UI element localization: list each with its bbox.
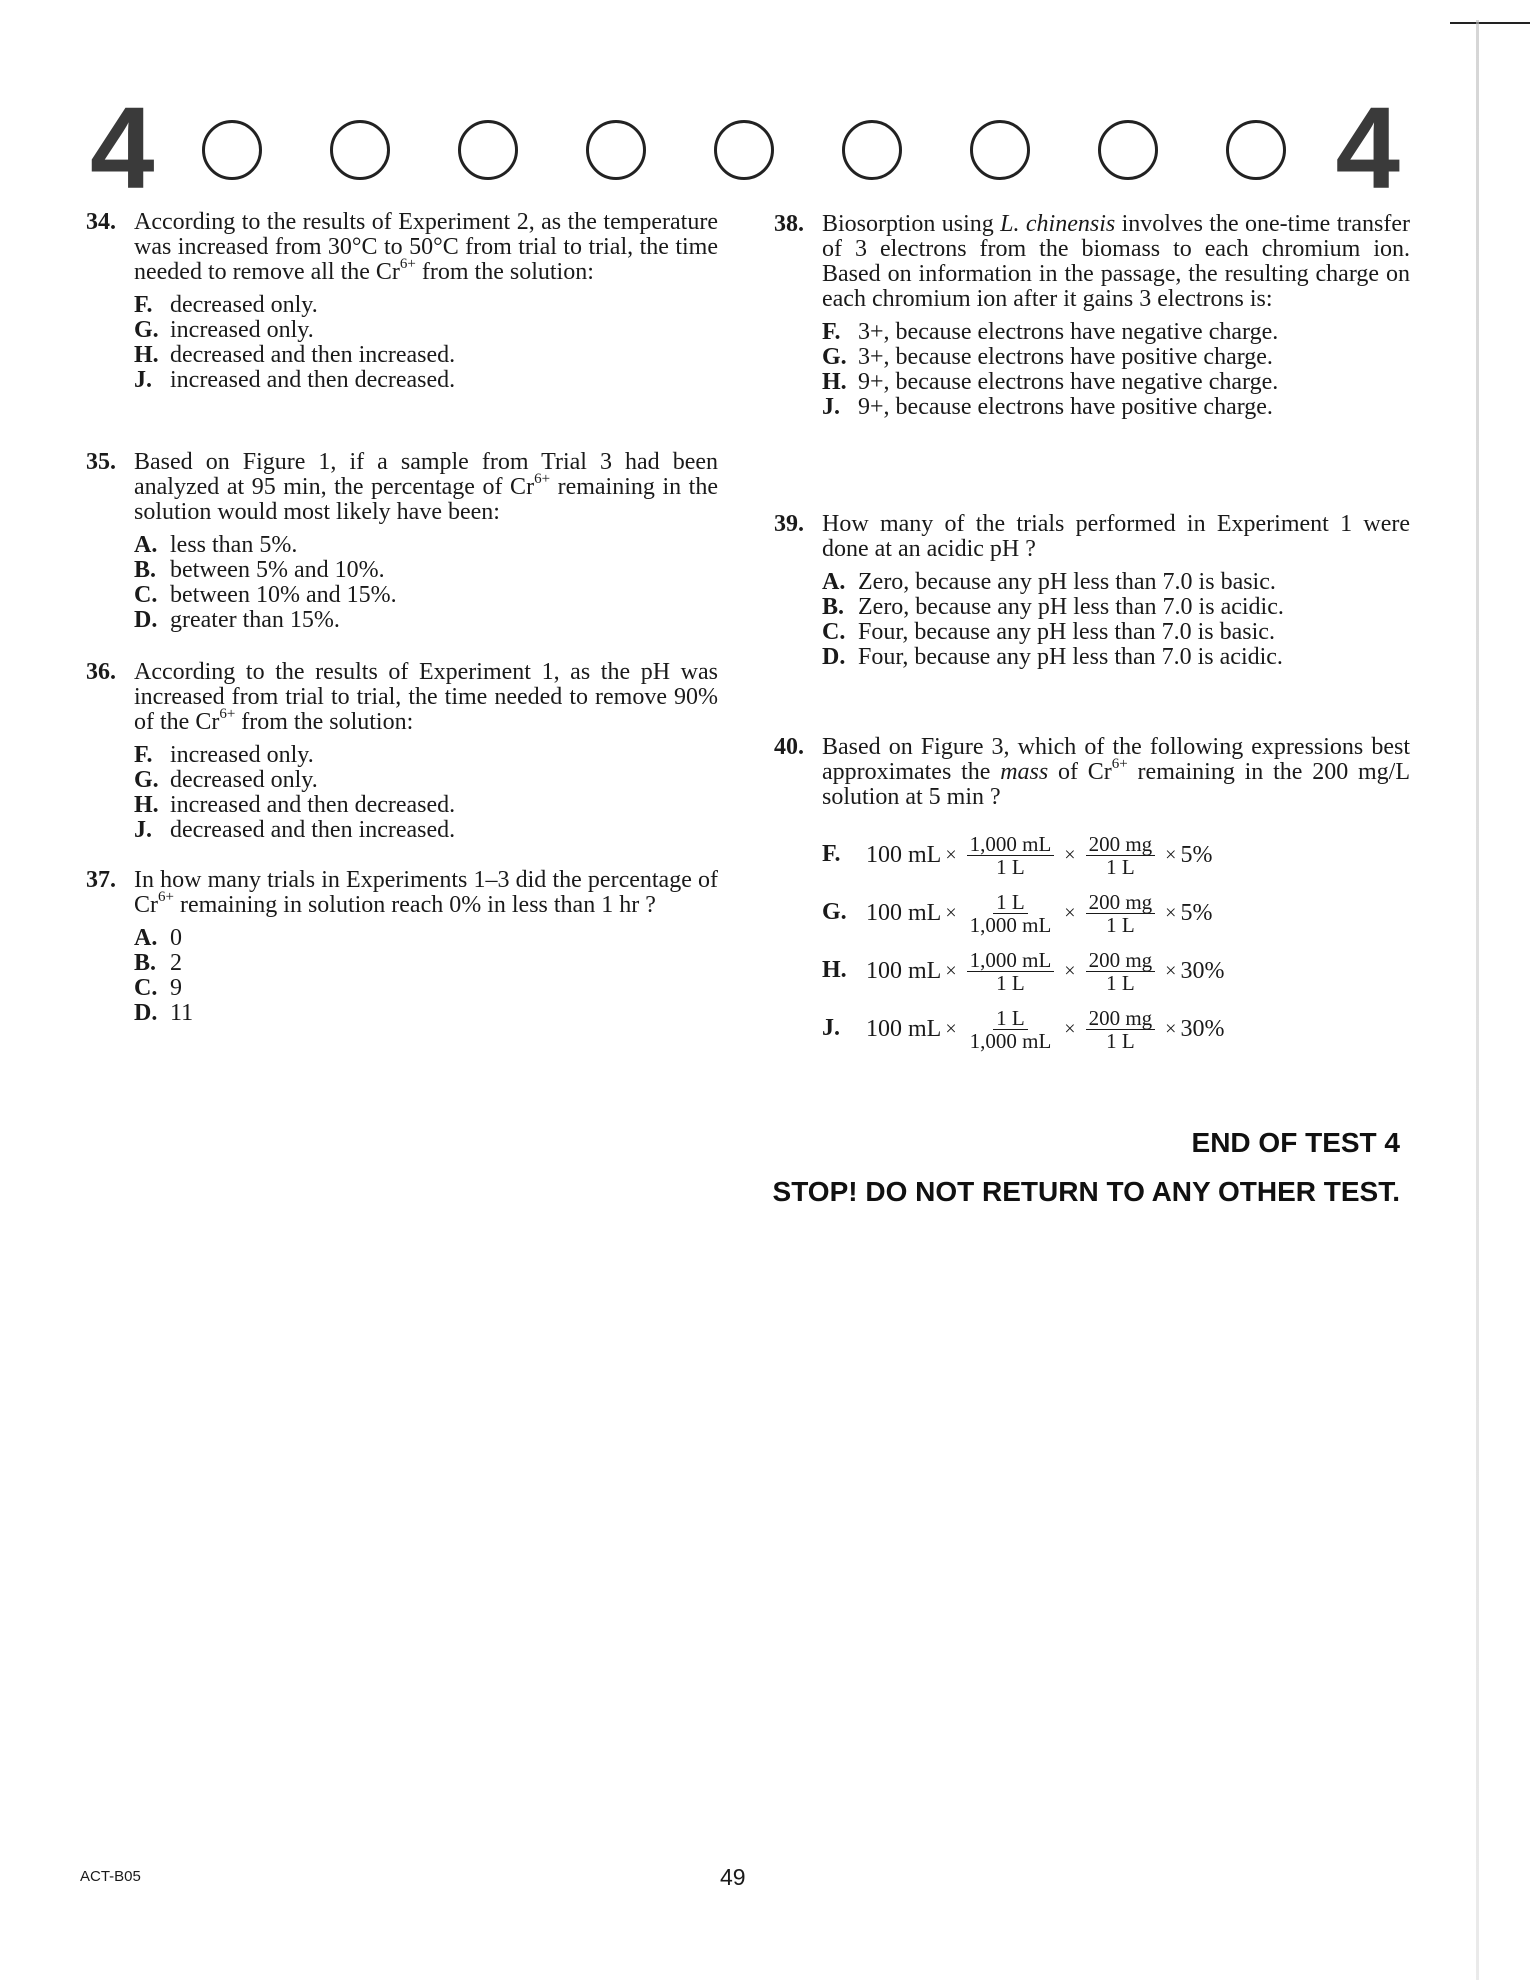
fraction-numerator: 200 mg [1086,949,1156,972]
times-symbol: × [1064,1017,1076,1040]
fraction-numerator: 1,000 mL [967,833,1055,856]
question-number: 34. [86,209,116,235]
option-text: increased and then decreased. [170,367,456,393]
option-text: 11 [170,1000,194,1026]
answer-option [134,583,718,608]
option-letter: F. [134,742,153,768]
answer-option [134,793,718,818]
option-text: 0 [170,925,182,951]
fraction-numerator: 1,000 mL [967,949,1055,972]
circle-icon [202,120,262,180]
option-text: 3+, because electrons have positive charge. [858,344,1273,370]
answer-option [822,370,1410,395]
option-letter: J. [822,1015,840,1041]
answer-option [822,645,1410,670]
option-text: 9 [170,975,182,1001]
circle-icon [458,120,518,180]
circle-icon [842,120,902,180]
option-text: Zero, because any pH less than 7.0 is acidic. [858,594,1284,620]
times-symbol: × [1064,959,1076,982]
fraction [1086,891,1156,936]
option-letter: H. [822,957,847,983]
question-text: Based on Figure 1, if a sample from Trial 3 had been analyzed at 95 min, the percentage of $Cr^{6+}$ remaining in the solution would most likely have been: [134,449,718,525]
option-letter: H. [822,369,847,395]
fraction [967,833,1055,878]
option-letter: G. [822,899,847,925]
option-text: decreased only. [170,767,318,793]
fraction-numerator: 200 mg [1086,891,1156,914]
option-letter: H. [134,342,159,368]
fraction [967,891,1055,936]
option-letter: F. [822,319,841,345]
question-stem [86,868,718,918]
answer-options [774,826,1410,1058]
expression-lead: 100 mL [866,899,942,926]
answer-option [822,570,1410,595]
expression-lead: 100 mL [866,1015,942,1042]
question-37 [86,868,718,1026]
option-letter: C. [134,975,158,1001]
times-symbol: × [945,843,957,866]
option-text: decreased and then increased. [170,342,456,368]
stop-instruction: STOP! DO NOT RETURN TO ANY OTHER TEST. [772,1176,1400,1207]
times-symbol: × [945,1017,957,1040]
fraction [1086,1007,1156,1052]
fraction-numerator: 200 mg [1086,1007,1156,1030]
option-letter: D. [134,1000,158,1026]
fraction [1086,949,1156,994]
answer-options [86,743,718,843]
option-letter: B. [134,950,157,976]
option-letter: D. [822,644,846,670]
times-symbol: × [1064,843,1076,866]
question-40 [774,735,1410,1058]
option-text: decreased only. [170,292,318,318]
page-number: 49 [720,1864,746,1890]
circle-icon [714,120,774,180]
times-symbol: × [1165,959,1177,982]
option-letter: B. [822,594,845,620]
fraction-denominator: 1,000 mL [969,912,1052,937]
page-edge-line [1450,22,1530,24]
times-symbol: × [945,959,957,982]
option-letter: C. [134,582,158,608]
answer-option [134,293,718,318]
question-text: According to the results of Experiment 2, as the temperature was increased from 30°C to 50°C from trial to trial, the time needed to remove all the $Cr^{6+}$ from the solution: [134,209,718,285]
question-38 [774,212,1410,420]
fraction-numerator: 200 mg [1086,833,1156,856]
answer-option [134,343,718,368]
fraction-denominator: 1,000 mL [969,1028,1052,1053]
option-text: decreased and then increased. [170,817,456,843]
fraction-numerator: 1 L [993,891,1028,914]
answer-option [134,533,718,558]
fraction [967,1007,1055,1052]
option-letter: A. [134,532,158,558]
option-text: Four, because any pH less than 7.0 is basic. [858,619,1275,645]
option-letter: F. [822,841,841,867]
option-text: increased only. [170,742,314,768]
question-35 [86,450,718,633]
fraction-denominator: 1 L [996,970,1025,995]
fraction-denominator: 1 L [1106,970,1135,995]
answer-options [86,293,718,393]
option-letter: B. [134,557,157,583]
fraction-numerator: 1 L [993,1007,1028,1030]
option-text: Zero, because any pH less than 7.0 is basic. [858,569,1276,595]
answer-option [134,818,718,843]
form-code: ACT-B05 [80,1868,141,1885]
option-text: increased and then decreased. [170,792,456,818]
question-number: 39. [774,511,804,537]
question-36 [86,660,718,843]
answer-option [134,743,718,768]
question-stem [774,212,1410,312]
answer-options [774,320,1410,420]
option-text: 2 [170,950,182,976]
answer-option [134,951,718,976]
option-text: 9+, because electrons have positive charge. [858,394,1273,420]
answer-option [134,608,718,633]
circle-icon [586,120,646,180]
option-letter: J. [134,817,152,843]
option-text: 9+, because electrons have negative charge. [858,369,1279,395]
expression-lead: 100 mL [866,841,942,868]
answer-options [86,926,718,1026]
expression-lead: 100 mL [866,957,942,984]
times-symbol: × [1064,901,1076,924]
question-number: 35. [86,449,116,475]
fraction-denominator: 1 L [996,854,1025,879]
section-number-left: 4 [90,83,155,213]
times-symbol: × [1165,1017,1177,1040]
answer-option [134,926,718,951]
times-symbol: × [945,901,957,924]
circle-icon [330,120,390,180]
option-text: Four, because any pH less than 7.0 is acidic. [858,644,1283,670]
page-edge-shadow [1476,20,1479,1980]
answer-option [134,368,718,393]
fraction-denominator: 1 L [1106,912,1135,937]
question-number: 38. [774,211,804,237]
fraction [1086,833,1156,878]
answer-option [134,558,718,583]
question-stem [86,660,718,735]
answer-option [822,320,1410,345]
fraction-denominator: 1 L [1106,1028,1135,1053]
answer-option [822,1000,1410,1058]
answer-option [134,976,718,1001]
question-text: Based on Figure 3, which of the following expressions best approximates the mass of $Cr^{6+}$ remaining in the 200 mg/L solution at 5 min ? [822,734,1410,810]
option-text: greater than 15%. [170,607,340,633]
answer-option [822,942,1410,1000]
fraction-denominator: 1 L [1106,854,1135,879]
answer-options [774,570,1410,670]
answer-option [822,345,1410,370]
question-text: How many of the trials performed in Experiment 1 were done at an acidic pH ? [822,511,1410,562]
question-stem [86,210,718,285]
option-letter: A. [822,569,846,595]
answer-option [822,620,1410,645]
answer-option [822,826,1410,884]
fraction [967,949,1055,994]
times-symbol: × [1165,843,1177,866]
question-stem [86,450,718,525]
question-number: 36. [86,659,116,685]
section-number-right: 4 [1335,83,1400,213]
answer-option [822,884,1410,942]
expression-tail: 5% [1180,841,1213,868]
end-of-test-label: END OF TEST 4 [1191,1127,1400,1158]
option-letter: H. [134,792,159,818]
circle-icon [1098,120,1158,180]
option-letter: G. [134,767,159,793]
section-header [90,83,1400,213]
question-number: 37. [86,867,116,893]
question-text: In how many trials in Experiments 1–3 did the percentage of $Cr^{6+}$ remaining in solution reach 0% in less than 1 hr ? [134,867,718,918]
question-text: Biosorption using L. chinensis involves the one-time transfer of 3 electrons from the biomass to each chromium ion. Based on information in the passage, the resulting charge on each chromium ion after it gains 3 electrons is: [822,211,1410,312]
option-text: increased only. [170,317,314,343]
circle-icon [970,120,1030,180]
option-letter: G. [822,344,847,370]
option-letter: J. [134,367,152,393]
times-symbol: × [1165,901,1177,924]
option-text: between 5% and 10%. [170,557,385,583]
option-text: between 10% and 15%. [170,582,397,608]
expression-tail: 5% [1180,899,1213,926]
answer-option [134,1001,718,1026]
answer-option [134,768,718,793]
circle-icon [1226,120,1286,180]
expression-tail: 30% [1180,957,1225,984]
question-number: 40. [774,734,804,760]
question-stem [774,735,1410,810]
answer-option [822,595,1410,620]
option-letter: J. [822,394,840,420]
question-text: According to the results of Experiment 1, as the pH was increased from trial to trial, the time needed to remove 90% of the $Cr^{6+}$ from the solution: [134,659,718,735]
option-text: less than 5%. [170,532,298,558]
question-stem [774,512,1410,562]
answer-option [134,318,718,343]
option-letter: A. [134,925,158,951]
option-text: 3+, because electrons have negative charge. [858,319,1279,345]
question-39 [774,512,1410,670]
option-letter: G. [134,317,159,343]
expression-tail: 30% [1180,1015,1225,1042]
question-34 [86,210,718,393]
answer-option [822,395,1410,420]
answer-options [86,533,718,633]
option-letter: F. [134,292,153,318]
option-letter: C. [822,619,846,645]
option-letter: D. [134,607,158,633]
